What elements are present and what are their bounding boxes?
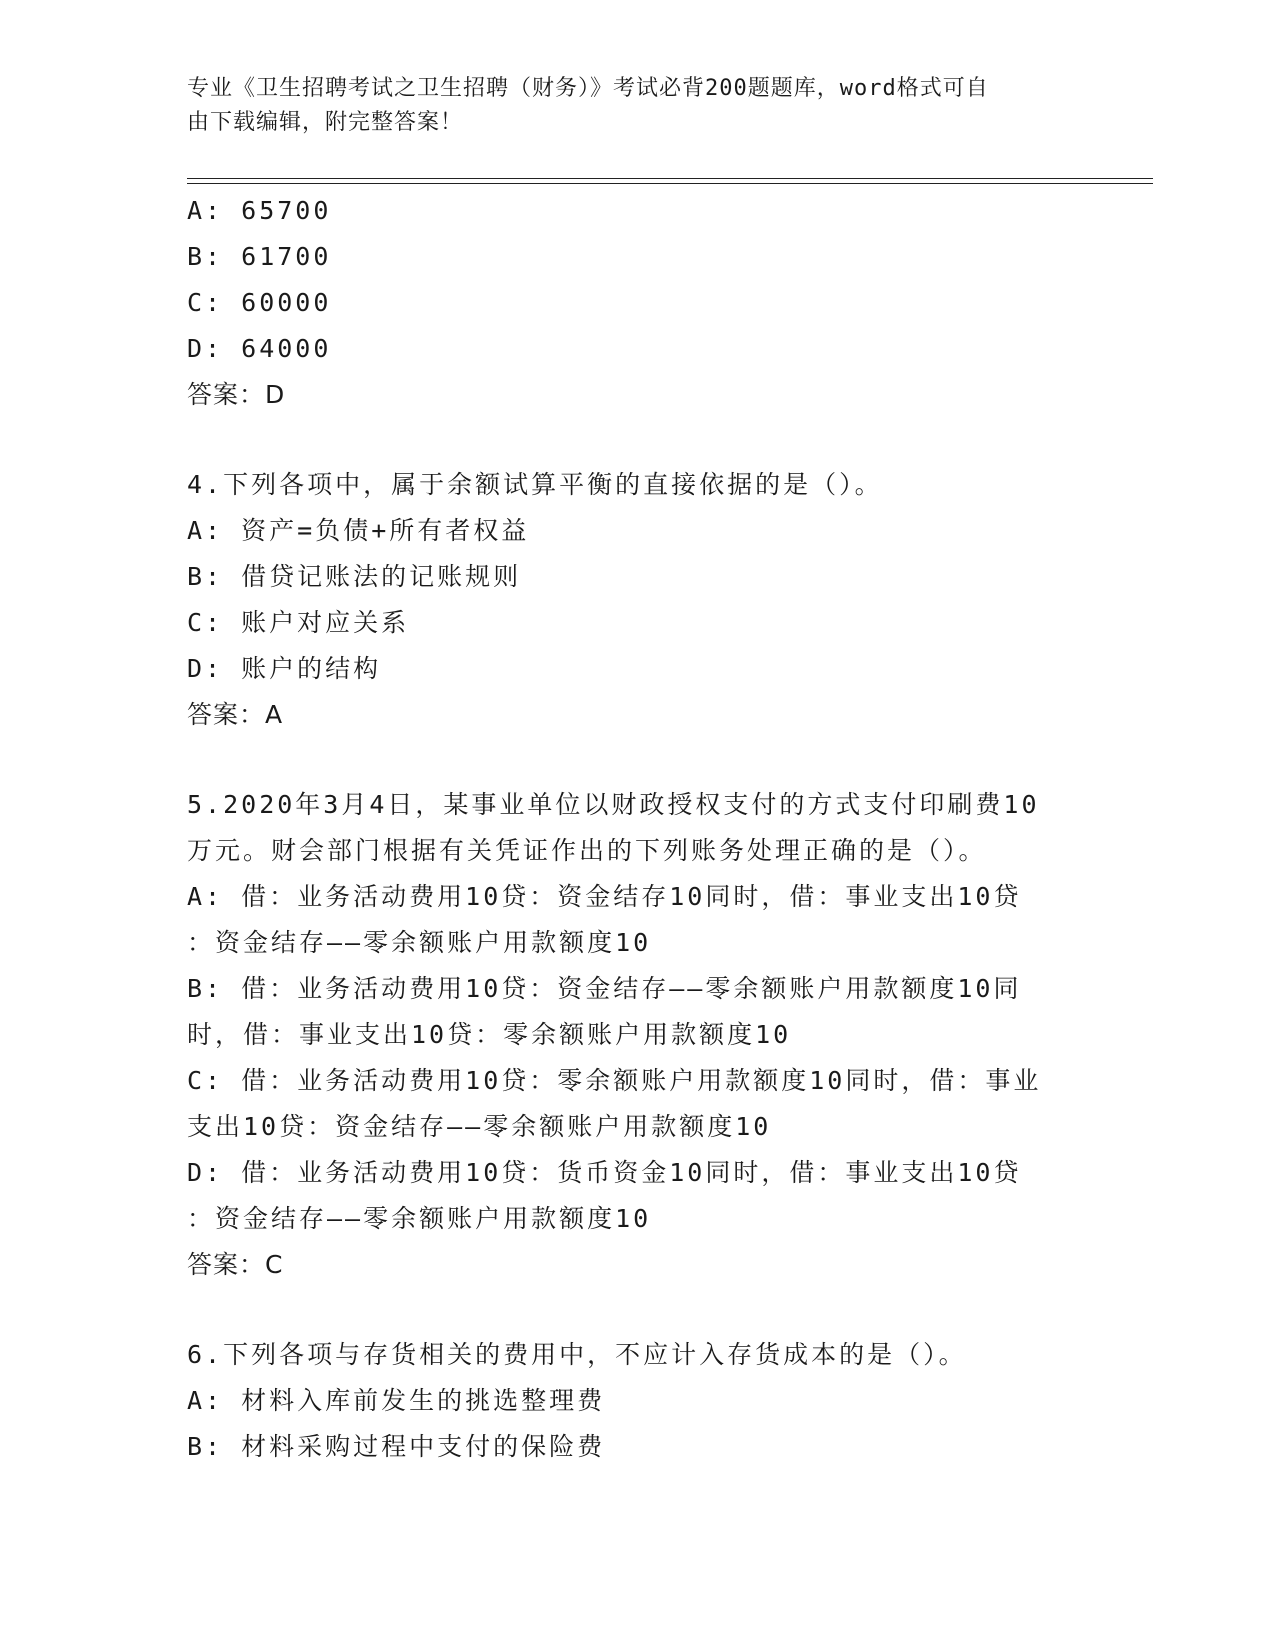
option-c-line-1: C: 借：业务活动费用10贷：零余额账户用款额度10同时，借：事业 (187, 1066, 1042, 1095)
document-header (187, 72, 1067, 140)
option-a: A: 65700 (187, 196, 332, 225)
question-content (187, 188, 1087, 1470)
question-4-block (187, 462, 1087, 738)
option-a: A: 资产=负债+所有者权益 (187, 516, 530, 545)
question-text: 4.下列各项中，属于余额试算平衡的直接依据的是（）。 (187, 470, 883, 499)
answer: 答案：C (187, 1250, 284, 1279)
question-text-line-2: 万元。财会部门根据有关凭证作出的下列账务处理正确的是（）。 (187, 836, 987, 865)
option-a-line-1: A: 借：业务活动费用10贷：资金结存10同时，借：事业支出10贷 (187, 882, 1022, 911)
option-b-line-1: B: 借：业务活动费用10贷：资金结存——零余额账户用款额度10同 (187, 974, 1022, 1003)
option-a-line-2: ：资金结存——零余额账户用款额度10 (187, 928, 652, 957)
header-divider-bottom (187, 183, 1153, 184)
question-6-block (187, 1332, 1087, 1470)
option-c: C: 60000 (187, 288, 332, 317)
question-text-line-1: 5.2020年3月4日，某事业单位以财政授权支付的方式支付印刷费10 (187, 790, 1040, 819)
option-c: C: 账户对应关系 (187, 608, 410, 637)
option-b: B: 借贷记账法的记账规则 (187, 562, 522, 591)
answer: 答案：D (187, 380, 286, 409)
option-d-line-2: ：资金结存——零余额账户用款额度10 (187, 1204, 652, 1233)
question-3-block (187, 188, 1087, 418)
header-line-1: 专业《卫生招聘考试之卫生招聘（财务）》考试必背200题题库，word格式可自 (187, 76, 989, 101)
option-b: B: 61700 (187, 242, 332, 271)
option-d-line-1: D: 借：业务活动费用10贷：货币资金10同时，借：事业支出10贷 (187, 1158, 1022, 1187)
option-b: B: 材料采购过程中支付的保险费 (187, 1432, 606, 1461)
header-line-2: 由下载编辑，附完整答案！ (187, 110, 464, 135)
question-text: 6.下列各项与存货相关的费用中，不应计入存货成本的是（）。 (187, 1340, 967, 1369)
header-divider-top (187, 178, 1153, 179)
option-a: A: 材料入库前发生的挑选整理费 (187, 1386, 606, 1415)
answer: 答案：A (187, 700, 284, 729)
option-b-line-2: 时，借：事业支出10贷：零余额账户用款额度10 (187, 1020, 792, 1049)
question-5-block (187, 782, 1087, 1288)
option-d: D: 账户的结构 (187, 654, 382, 683)
option-d: D: 64000 (187, 334, 332, 363)
option-c-line-2: 支出10贷：资金结存——零余额账户用款额度10 (187, 1112, 772, 1141)
